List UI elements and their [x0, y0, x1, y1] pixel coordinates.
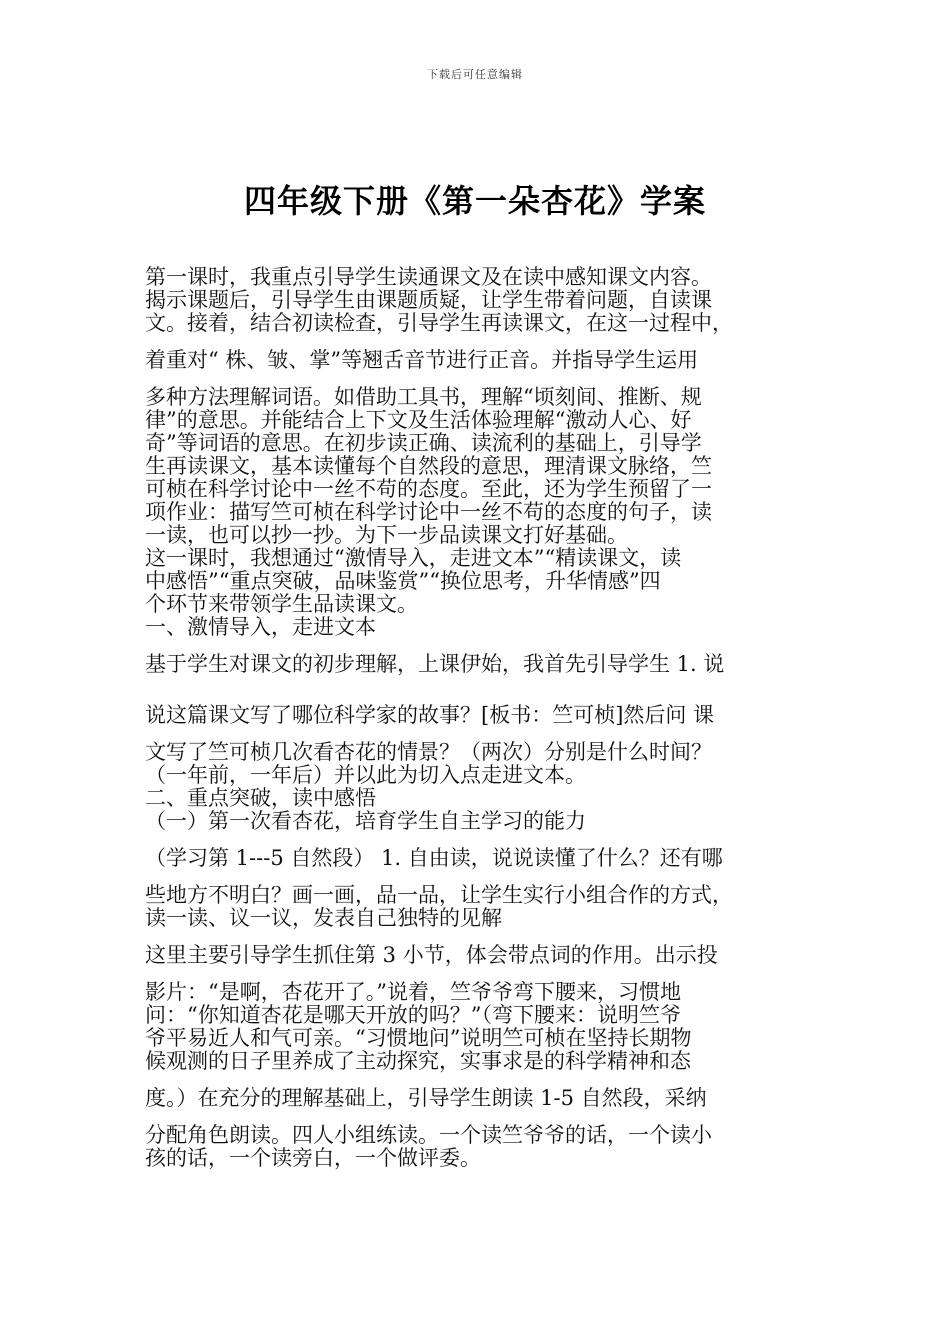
body-line: 着重对“ 株、皱、掌”等翘舌音节进行正音。并指导学生运用: [145, 348, 699, 372]
body-line: 度。）在充分的理解基础上，引导学生朗读 1-5 自然段，采纳: [145, 1086, 707, 1110]
body-line: 问：“你知道杏花是哪天开放的吗？”（弯下腰来：说明竺爷: [145, 1003, 681, 1027]
body-line: 这里主要引导学生抓住第 3 小节，体会带点词的作用。出示投: [145, 943, 718, 967]
body-line: 个环节来带领学生品读课文。: [145, 592, 418, 616]
body-line: 奇”等词语的意思。在初步读正确、读流利的基础上，引导学: [145, 431, 702, 455]
body-line: 这一课时，我想通过“激情导入，走进文本”“精读课文，读: [145, 546, 682, 570]
body-line: 多种方法理解词语。如借助工具书，理解“顷刻间、推断、规: [145, 385, 702, 409]
body-line: 文写了竺可桢几次看杏花的情景？（两次）分别是什么时间？: [145, 740, 712, 764]
body-line: 生再读课文，基本读懂每个自然段的意思，理清课文脉络，竺: [145, 454, 712, 478]
body-line: 可桢在科学讨论中一丝不苟的态度。至此，还为学生预留了一: [145, 477, 712, 501]
body-line: 影片：“是啊，杏花开了。”说着，竺爷爷弯下腰来，习惯地: [145, 980, 681, 1004]
body-line: 揭示课题后，引导学生由课题质疑，让学生带着问题，自读课: [145, 288, 712, 312]
body-line: 些地方不明白？画一画，品一品，让学生实行小组合作的方式，: [145, 883, 733, 907]
body-line: 孩的话，一个读旁白，一个做评委。: [145, 1146, 481, 1170]
body-line: 说这篇课文写了哪位科学家的故事？[板书：竺可桢]然后问 课: [145, 703, 715, 727]
body-line: （一年前，一年后）并以此为切入点走进文本。: [145, 763, 586, 787]
document-body: [145, 266, 825, 1170]
body-line: 读一读、议一议，发表自己独特的见解: [145, 906, 502, 930]
body-line: 第一课时，我重点引导学生读通课文及在读中感知课文内容。: [145, 265, 712, 289]
section-heading: 二、重点突破，读中感悟: [145, 786, 376, 810]
body-line: 候观测的日子里养成了主动探究，实事求是的科学精神和态: [145, 1049, 691, 1073]
body-line: 爷平易近人和气可亲。“习惯地问”说明竺可桢在坚持长期物: [145, 1026, 692, 1050]
subsection-heading: （一）第一次看杏花，培育学生自主学习的能力: [145, 809, 586, 833]
body-line: 项作业：描写竺可桢在科学讨论中一丝不苟的态度的句子，读: [145, 500, 712, 524]
body-line: 律”的意思。并能结合上下文及生活体验理解“激动人心、好: [145, 408, 692, 432]
page-header: 下载后可任意编辑: [427, 68, 523, 81]
body-line: 中感悟”“重点突破，品味鉴赏”“换位思考，升华情感”四: [145, 569, 661, 593]
body-line: 文。接着，结合初读检查，引导学生再读课文，在这一过程中，: [145, 311, 733, 335]
document-title: 四年级下册《第一朵杏花》学案: [243, 182, 706, 220]
section-heading: 一、激情导入，走进文本: [145, 615, 376, 639]
body-line: （学习第 1---5 自然段） 1. 自由读，说说读懂了什么？还有哪: [145, 846, 723, 870]
body-line: 分配角色朗读。四人小组练读。一个读竺爷爷的话，一个读小: [145, 1123, 712, 1147]
body-line: 一读，也可以抄一抄。为下一步品读课文打好基础。: [145, 523, 628, 547]
body-line: 基于学生对课文的初步理解，上课伊始，我首先引导学生 1. 说: [145, 652, 725, 676]
